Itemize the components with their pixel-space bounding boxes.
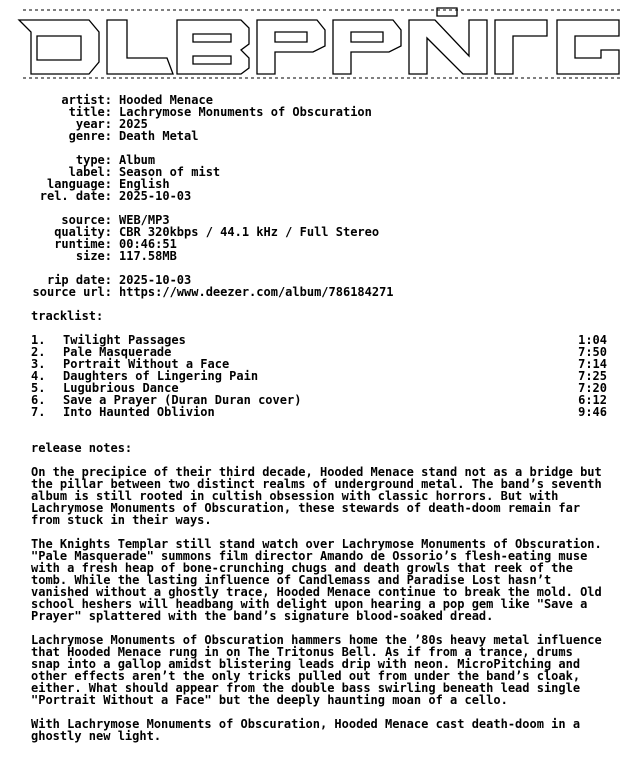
genre-value: Death Metal bbox=[119, 129, 199, 143]
label-key: label: bbox=[68, 165, 112, 179]
ascii-logo bbox=[7, 0, 632, 82]
track-title: Pale Masquerade bbox=[63, 345, 172, 359]
source-url-key: source url: bbox=[32, 285, 112, 299]
label-value: Season of mist bbox=[119, 165, 221, 179]
track-title: Into Haunted Oblivion bbox=[63, 405, 215, 419]
language-value: English bbox=[119, 177, 170, 191]
release-notes-paragraph: Lachrymose Monuments of Obscuration hammers home the ’80s heavy metal influence that Hooded Menace rung in on The Tritonus Bell. As if from a trance, drums snap into a gallop amidst blistering leads drip with neon. MicroPitching and other effects aren’t the only tricks pulled out from under the band’s cloak, either. What should appear from the double bass swirling beneath lead single "Portrait Without a Face" but the deeply haunting moan of a cello. bbox=[31, 633, 602, 707]
title-value: Lachrymose Monuments of Obscuration bbox=[119, 105, 372, 119]
tracklist bbox=[7, 334, 632, 418]
track-number: 2. bbox=[31, 345, 46, 359]
track-duration: 7:14 bbox=[578, 357, 607, 371]
artist-value: Hooded Menace bbox=[119, 93, 213, 107]
track-duration: 7:50 bbox=[578, 345, 607, 359]
track-row bbox=[7, 406, 632, 418]
language-key: language: bbox=[46, 177, 112, 191]
track-duration: 7:25 bbox=[578, 369, 607, 383]
title-key: title: bbox=[68, 105, 112, 119]
genre-key: genre: bbox=[68, 129, 112, 143]
track-title: Daughters of Lingering Pain bbox=[63, 369, 259, 383]
runtime-value: 00:46:51 bbox=[119, 237, 177, 251]
rel-date-row bbox=[7, 190, 632, 202]
artist-key: artist: bbox=[61, 93, 112, 107]
runtime-key: runtime: bbox=[54, 237, 112, 251]
type-key: type: bbox=[75, 153, 112, 167]
track-duration: 9:46 bbox=[578, 405, 607, 419]
rip-date-value: 2025-10-03 bbox=[119, 273, 192, 287]
size-row bbox=[7, 250, 632, 262]
year-value: 2025 bbox=[119, 117, 148, 131]
genre-row bbox=[7, 130, 632, 142]
track-duration: 7:20 bbox=[578, 381, 607, 395]
source-value: WEB/MP3 bbox=[119, 213, 170, 227]
track-number: 7. bbox=[31, 405, 46, 419]
release-notes-heading: release notes: bbox=[31, 441, 133, 455]
track-number: 4. bbox=[31, 369, 46, 383]
source-url-value: https://www.deezer.com/album/786184271 bbox=[119, 285, 394, 299]
source-url-row bbox=[7, 286, 632, 298]
rel-date-value: 2025-10-03 bbox=[119, 189, 192, 203]
release-notes-paragraph: On the precipice of their third decade, Hooded Menace stand not as a bridge but the pillar between two distinct realms of underground metal. The band’s seventh album is still rooted in cultish obsession with classic horrors. But with Lachrymose Monuments of Obscuration, these stewards of death-doom remain far from stuck in their ways. bbox=[31, 465, 602, 527]
rip-date-key: rip date: bbox=[46, 273, 112, 287]
source-key: source: bbox=[61, 213, 112, 227]
track-title: Twilight Passages bbox=[63, 333, 186, 347]
release-notes-paragraph: With Lachrymose Monuments of Obscuration, Hooded Menace cast death-doom in a ghostly new light. bbox=[31, 717, 581, 743]
spacer bbox=[7, 418, 632, 430]
track-duration: 1:04 bbox=[578, 333, 607, 347]
year-key: year: bbox=[75, 117, 112, 131]
track-number: 1. bbox=[31, 333, 46, 347]
quality-key: quality: bbox=[54, 225, 112, 239]
size-value: 117.58MB bbox=[119, 249, 177, 263]
tracklist-heading: tracklist: bbox=[31, 309, 104, 323]
ascii-logo-art bbox=[17, 6, 627, 82]
type-value: Album bbox=[119, 153, 156, 167]
track-duration: 6:12 bbox=[578, 393, 607, 407]
track-number: 3. bbox=[31, 357, 46, 371]
size-key: size: bbox=[75, 249, 112, 263]
release-notes bbox=[7, 466, 632, 742]
track-number: 5. bbox=[31, 381, 46, 395]
track-title: Lugubrious Dance bbox=[63, 381, 179, 395]
quality-value: CBR 320kbps / 44.1 kHz / Full Stereo bbox=[119, 225, 380, 239]
rel-date-key: rel. date: bbox=[39, 189, 112, 203]
release-notes-paragraph: The Knights Templar still stand watch over Lachrymose Monuments of Obscuration. "Pale Masquerade" summons film director Amando de Ossorio’s flesh-eating muse with a fresh heap of bone-crunching chugs and death growls that reek of the tomb. While the lasting influence of Candlemass and Paradise Lost hasn’t vanished without a ghostly trace, Hooded Menace continue to break the mold. Old school heshers will headbang with delight upon hearing a pop gem like "Save a Prayer" splattered with the band’s signature blood-soaked dread. bbox=[31, 537, 602, 623]
track-title: Save a Prayer (Duran Duran cover) bbox=[63, 393, 302, 407]
track-title: Portrait Without a Face bbox=[63, 357, 230, 371]
track-number: 6. bbox=[31, 393, 46, 407]
